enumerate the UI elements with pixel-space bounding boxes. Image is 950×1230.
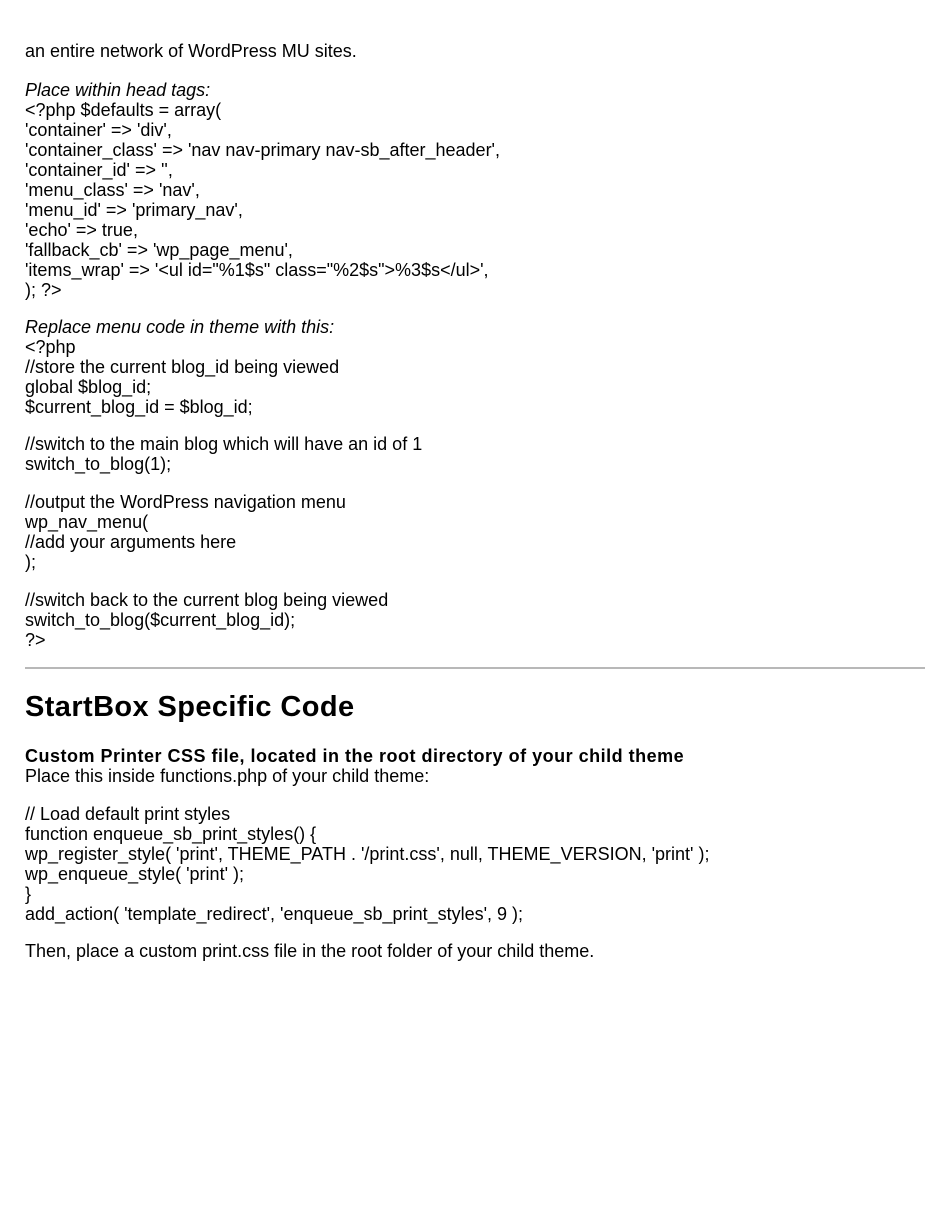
code-line: //switch to the main blog which will have an id of 1 xyxy=(25,434,423,454)
code-line: global $blog_id; xyxy=(25,377,152,397)
subheading: Custom Printer CSS file, located in the root directory of your child theme xyxy=(25,746,685,766)
code-line: 'container' => 'div', xyxy=(25,120,172,140)
code-line: ); xyxy=(25,552,36,572)
head-tags-label: Place within head tags: xyxy=(25,80,211,100)
code-line: wp_nav_menu( xyxy=(25,512,149,532)
code-line: //switch back to the current blog being viewed xyxy=(25,590,389,610)
replace-menu-label: Replace menu code in theme with this: xyxy=(25,317,335,337)
print-styles-code xyxy=(25,804,925,924)
code-line: } xyxy=(25,884,32,904)
code-line: wp_enqueue_style( 'print' ); xyxy=(25,864,244,884)
closing-paragraph xyxy=(25,941,925,961)
intro-line: an entire network of WordPress MU sites. xyxy=(25,41,357,61)
code-line: 'echo' => true, xyxy=(25,220,138,240)
code-line: //store the current blog_id being viewed xyxy=(25,357,340,377)
code-line: 'menu_class' => 'nav', xyxy=(25,180,200,200)
section-heading: StartBox Specific Code xyxy=(25,691,355,723)
nav-menu-block xyxy=(25,492,925,572)
code-line: //add your arguments here xyxy=(25,532,237,552)
code-line: ); ?> xyxy=(25,280,62,300)
code-line: switch_to_blog($current_blog_id); xyxy=(25,610,296,630)
code-line: 'items_wrap' => '<ul id="%1$s" class="%2$s">%3$s</ul>', xyxy=(25,260,489,280)
code-line: $current_blog_id = $blog_id; xyxy=(25,397,253,417)
switch-main-blog-block xyxy=(25,434,925,474)
code-line: <?php xyxy=(25,337,76,357)
code-line: add_action( 'template_redirect', 'enqueue_sb_print_styles', 9 ); xyxy=(25,904,524,924)
code-line: 'fallback_cb' => 'wp_page_menu', xyxy=(25,240,293,260)
code-line: // Load default print styles xyxy=(25,804,231,824)
code-line: wp_register_style( 'print', THEME_PATH . '/print.css', null, THEME_VERSION, 'print' ); xyxy=(25,844,710,864)
code-line: //output the WordPress navigation menu xyxy=(25,492,346,512)
code-line: ?> xyxy=(25,630,46,650)
switch-back-block xyxy=(25,590,925,650)
code-line: 'container_class' => 'nav nav-primary nav-sb_after_header', xyxy=(25,140,500,160)
code-line: 'menu_id' => 'primary_nav', xyxy=(25,200,243,220)
head-tags-section xyxy=(25,80,925,300)
intro-paragraph xyxy=(25,41,925,61)
code-line: 'container_id' => '', xyxy=(25,160,173,180)
code-line: switch_to_blog(1); xyxy=(25,454,172,474)
code-line: function enqueue_sb_print_styles() { xyxy=(25,824,317,844)
startbox-intro xyxy=(25,746,925,786)
section-divider xyxy=(25,667,925,669)
replace-menu-section xyxy=(25,317,925,417)
code-line: <?php $defaults = array( xyxy=(25,100,222,120)
closing-line: Then, place a custom print.css file in the root folder of your child theme. xyxy=(25,941,595,961)
instruction-line: Place this inside functions.php of your child theme: xyxy=(25,766,430,786)
